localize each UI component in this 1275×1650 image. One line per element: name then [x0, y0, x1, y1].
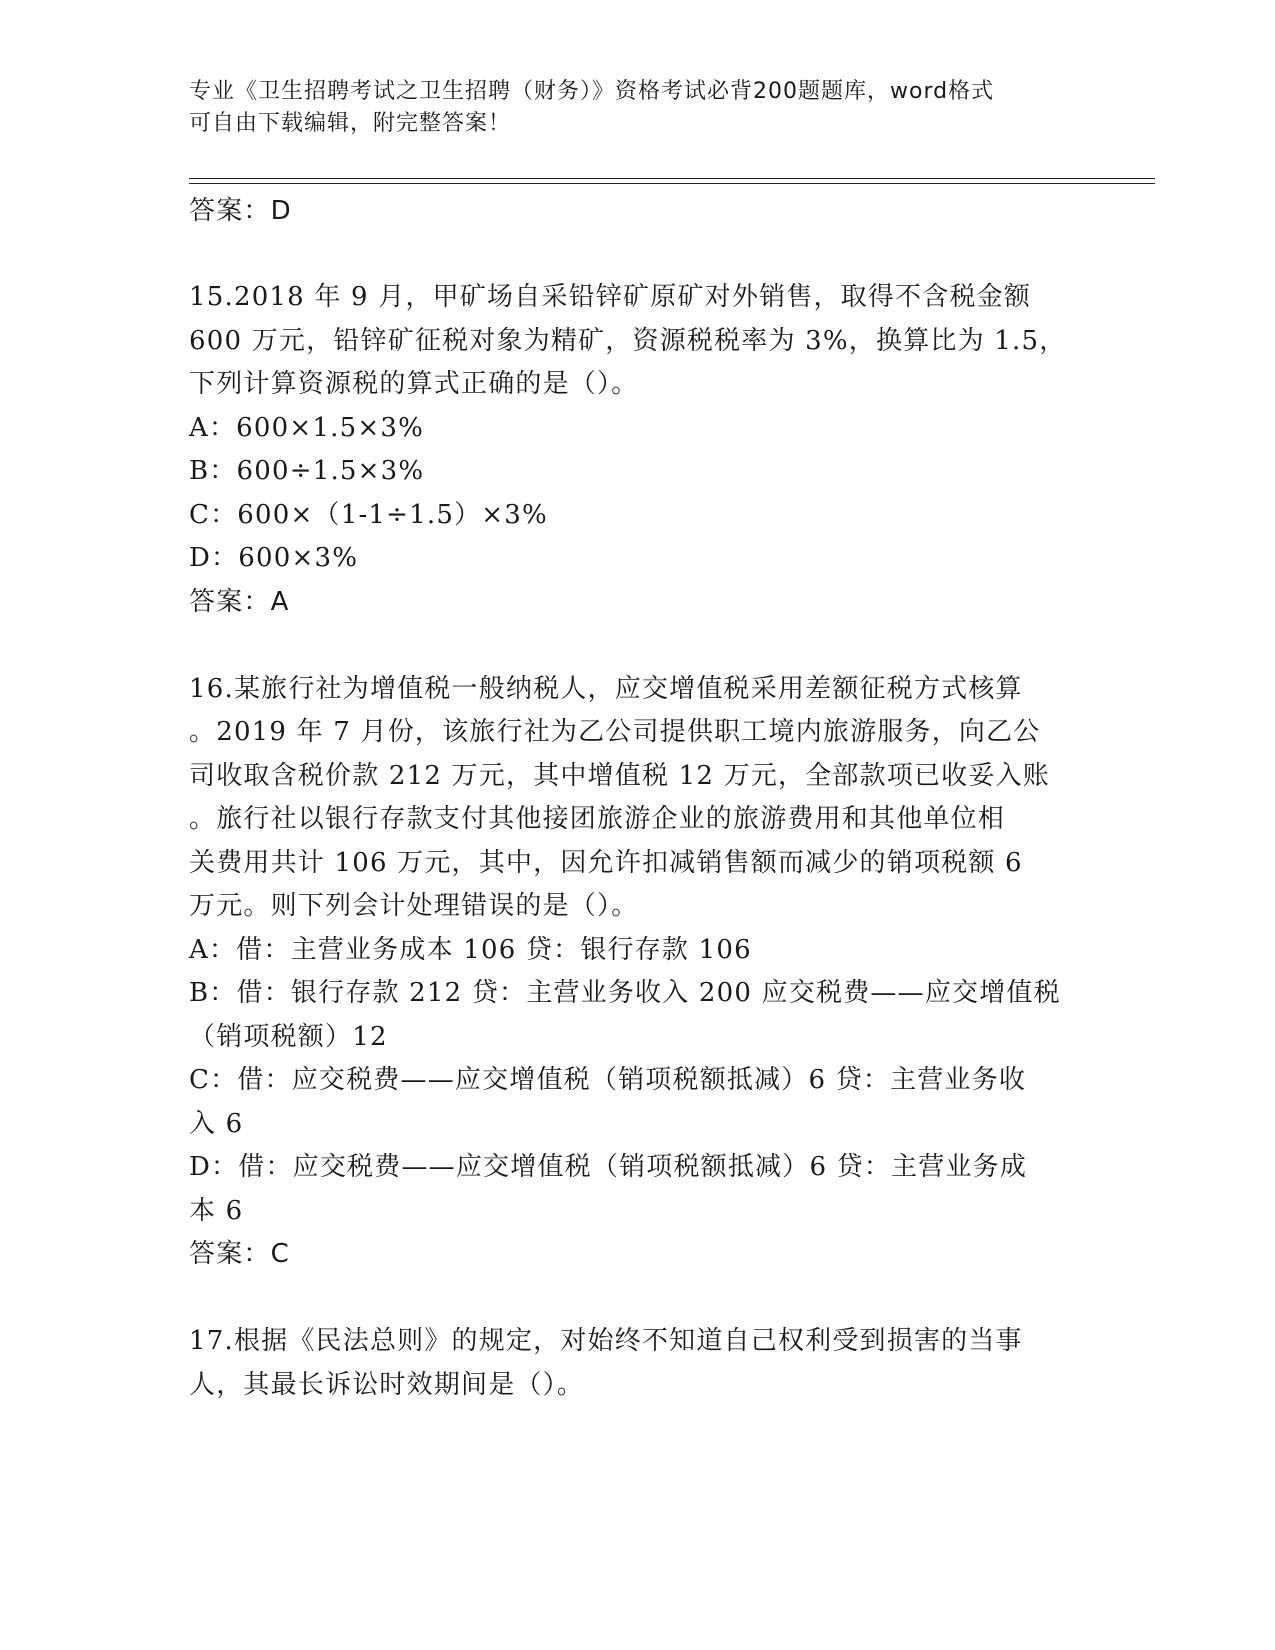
- header-divider-top: [189, 178, 1155, 179]
- question-text-line: 。旅行社以银行存款支付其他接团旅游企业的旅游费用和其他单位相: [189, 804, 1006, 834]
- header-text: [189, 76, 1089, 140]
- option-b: B：借：银行存款 212 贷：主营业务收入 200 应交税费——应交增值税: [189, 978, 1061, 1008]
- question-text-line: 15.2018 年 9 月，甲矿场自采铅锌矿原矿对外销售，取得不含税金额: [189, 282, 1032, 312]
- previous-answer: 答案：D: [189, 196, 292, 226]
- question-text-line: 司收取含税价款 212 万元，其中增值税 12 万元，全部款项已收妥入账: [189, 761, 1050, 791]
- question-text-line: 。2019 年 7 月份，该旅行社为乙公司提供职工境内旅游服务，向乙公: [189, 717, 1041, 747]
- header-line-1: 专业《卫生招聘考试之卫生招聘（财务）》资格考试必背200题题库，word格式: [189, 79, 995, 104]
- option-c-continued: 入 6: [189, 1109, 244, 1139]
- option-d: D：借：应交税费——应交增值税（销项税额抵减）6 贷：主营业务成: [189, 1152, 1028, 1182]
- option-c: C：600×（1-1÷1.5）×3%: [189, 500, 548, 530]
- question-text-line: 人，其最长诉讼时效期间是（）。: [189, 1370, 585, 1400]
- option-c: C：借：应交税费——应交增值税（销项税额抵减）6 贷：主营业务收: [189, 1065, 1027, 1095]
- option-a: A：借：主营业务成本 106 贷：银行存款 106: [189, 935, 752, 965]
- header-divider-bottom: [189, 183, 1155, 184]
- option-a: A：600×1.5×3%: [189, 413, 424, 443]
- question-text-line: 17.根据《民法总则》的规定，对始终不知道自己权利受到损害的当事: [189, 1326, 1023, 1356]
- question-text-line: 关费用共计 106 万元，其中，因允许扣减销售额而减少的销项税额 6: [189, 848, 1023, 878]
- option-d-continued: 本 6: [189, 1196, 244, 1226]
- answer: 答案：A: [189, 587, 290, 617]
- option-b-continued: （销项税额）12: [189, 1022, 388, 1052]
- answer: 答案：C: [189, 1239, 290, 1269]
- option-d: D：600×3%: [189, 543, 359, 573]
- question-text-line: 万元。则下列会计处理错误的是（）。: [189, 891, 639, 921]
- question-text-line: 600 万元，铅锌矿征税对象为精矿，资源税税率为 3%，换算比为 1.5，: [189, 326, 1067, 356]
- question-text-line: 下列计算资源税的算式正确的是（）。: [189, 369, 639, 399]
- header-line-2: 可自由下载编辑，附完整答案！: [189, 111, 512, 136]
- question-text-line: 16.某旅行社为增值税一般纳税人，应交增值税采用差额征税方式核算: [189, 674, 1023, 704]
- option-b: B：600÷1.5×3%: [189, 456, 425, 486]
